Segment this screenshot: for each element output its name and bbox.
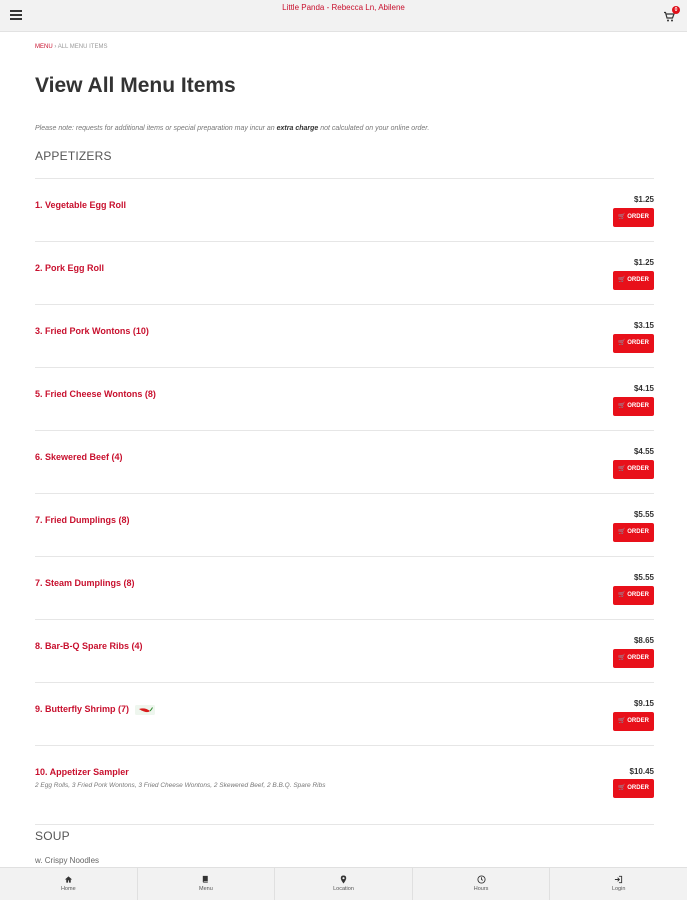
nav-menu[interactable]	[137, 868, 275, 900]
nav-location[interactable]	[274, 868, 412, 900]
order-button[interactable]: 🛒 ORDER	[613, 586, 654, 605]
menu-item	[35, 241, 654, 304]
location-pin-icon	[339, 875, 348, 884]
order-button[interactable]: 🛒 ORDER	[613, 397, 654, 416]
item-name[interactable]: 8. Bar-B-Q Spare Ribs (4)	[35, 641, 143, 651]
order-button[interactable]: 🛒 ORDER	[613, 460, 654, 479]
item-price: $9.15	[633, 699, 654, 708]
item-price: $10.45	[629, 767, 654, 776]
item-price: $5.55	[633, 573, 654, 582]
item-price: $1.25	[633, 258, 654, 267]
menu-item	[35, 178, 654, 241]
nav-home[interactable]	[0, 868, 137, 900]
nav-label: Location	[333, 886, 354, 892]
cart-count-badge: 0	[672, 6, 680, 14]
order-button[interactable]: 🛒 ORDER	[613, 208, 654, 227]
menu-item	[35, 745, 654, 825]
item-name[interactable]: 3. Fried Pork Wontons (10)	[35, 326, 149, 336]
clock-icon	[477, 875, 486, 884]
nav-label: Hours	[473, 886, 489, 892]
order-button[interactable]: 🛒 ORDER	[613, 649, 654, 668]
order-label: ORDER	[627, 592, 649, 598]
item-price: $1.25	[633, 195, 654, 204]
item-price: $4.15	[633, 384, 654, 393]
order-label: ORDER	[627, 403, 649, 409]
login-icon	[614, 875, 623, 884]
item-description: 2 Egg Rolls, 3 Fried Pork Wontons, 3 Fried Cheese Wontons, 2 Skewered Beef, 2 B.B.Q. Spare Ribs	[35, 782, 326, 789]
section-subtitle-soup: w. Crispy Noodles	[35, 856, 100, 865]
bottom-navigation	[0, 867, 687, 900]
item-name[interactable]: 7. Fried Dumplings (8)	[35, 515, 130, 525]
section-title-appetizers: APPETIZERS	[35, 149, 112, 163]
order-label: ORDER	[627, 214, 649, 220]
menu-item	[35, 619, 654, 682]
item-price: $3.15	[633, 321, 654, 330]
order-button[interactable]: 🛒 ORDER	[613, 779, 654, 798]
hot-pepper-icon	[135, 705, 155, 715]
order-label: ORDER	[627, 277, 649, 283]
restaurant-title[interactable]: Little Panda - Rebecca Ln, Abilene	[282, 3, 405, 12]
breadcrumb-separator: ›	[54, 44, 57, 50]
cart-button[interactable]	[663, 9, 677, 23]
note-emphasis: extra charge	[276, 125, 319, 132]
item-name[interactable]: 1. Vegetable Egg Roll	[35, 200, 127, 210]
menu-item	[35, 304, 654, 367]
breadcrumb	[35, 44, 107, 50]
menu-item-list	[35, 178, 654, 825]
note-text: Please note: requests for additional items or special preparation may incur an	[35, 125, 275, 132]
breadcrumb-current: ALL MENU ITEMS	[57, 44, 108, 50]
order-button[interactable]: 🛒 ORDER	[613, 271, 654, 290]
nav-label: Menu	[199, 886, 213, 892]
item-price: $8.65	[633, 636, 654, 645]
item-name[interactable]: 7. Steam Dumplings (8)	[35, 578, 135, 588]
nav-login[interactable]	[549, 868, 687, 900]
order-label: ORDER	[627, 340, 649, 346]
book-icon	[201, 875, 210, 884]
item-price: $5.55	[633, 510, 654, 519]
item-name[interactable]: 5. Fried Cheese Wontons (8)	[35, 389, 156, 399]
order-label: ORDER	[627, 529, 649, 535]
order-button[interactable]: 🛒 ORDER	[613, 712, 654, 731]
item-name[interactable]: 6. Skewered Beef (4)	[35, 452, 123, 462]
menu-item	[35, 493, 654, 556]
home-icon	[64, 875, 73, 884]
item-name[interactable]: 10. Appetizer Sampler	[35, 767, 129, 777]
order-label: ORDER	[627, 655, 649, 661]
breadcrumb-menu-link[interactable]: MENU	[35, 44, 53, 50]
page-title: View All Menu Items	[35, 74, 236, 97]
order-button[interactable]: 🛒 ORDER	[613, 334, 654, 353]
special-request-note	[35, 125, 429, 132]
order-label: ORDER	[627, 718, 649, 724]
nav-label: Home	[60, 886, 76, 892]
nav-hours[interactable]	[412, 868, 550, 900]
item-name-row[interactable]	[35, 704, 155, 715]
top-bar	[0, 0, 687, 32]
order-label: ORDER	[627, 785, 649, 791]
section-title-soup: SOUP	[35, 829, 70, 843]
item-name: 9. Butterfly Shrimp (7)	[35, 704, 130, 714]
menu-item	[35, 367, 654, 430]
order-button[interactable]: 🛒 ORDER	[613, 523, 654, 542]
menu-item	[35, 556, 654, 619]
order-label: ORDER	[627, 466, 649, 472]
item-name[interactable]: 2. Pork Egg Roll	[35, 263, 105, 273]
menu-item	[35, 430, 654, 493]
nav-label: Login	[611, 886, 626, 892]
note-text-end: not calculated on your online order.	[320, 125, 430, 132]
menu-item	[35, 682, 654, 745]
item-price: $4.55	[633, 447, 654, 456]
